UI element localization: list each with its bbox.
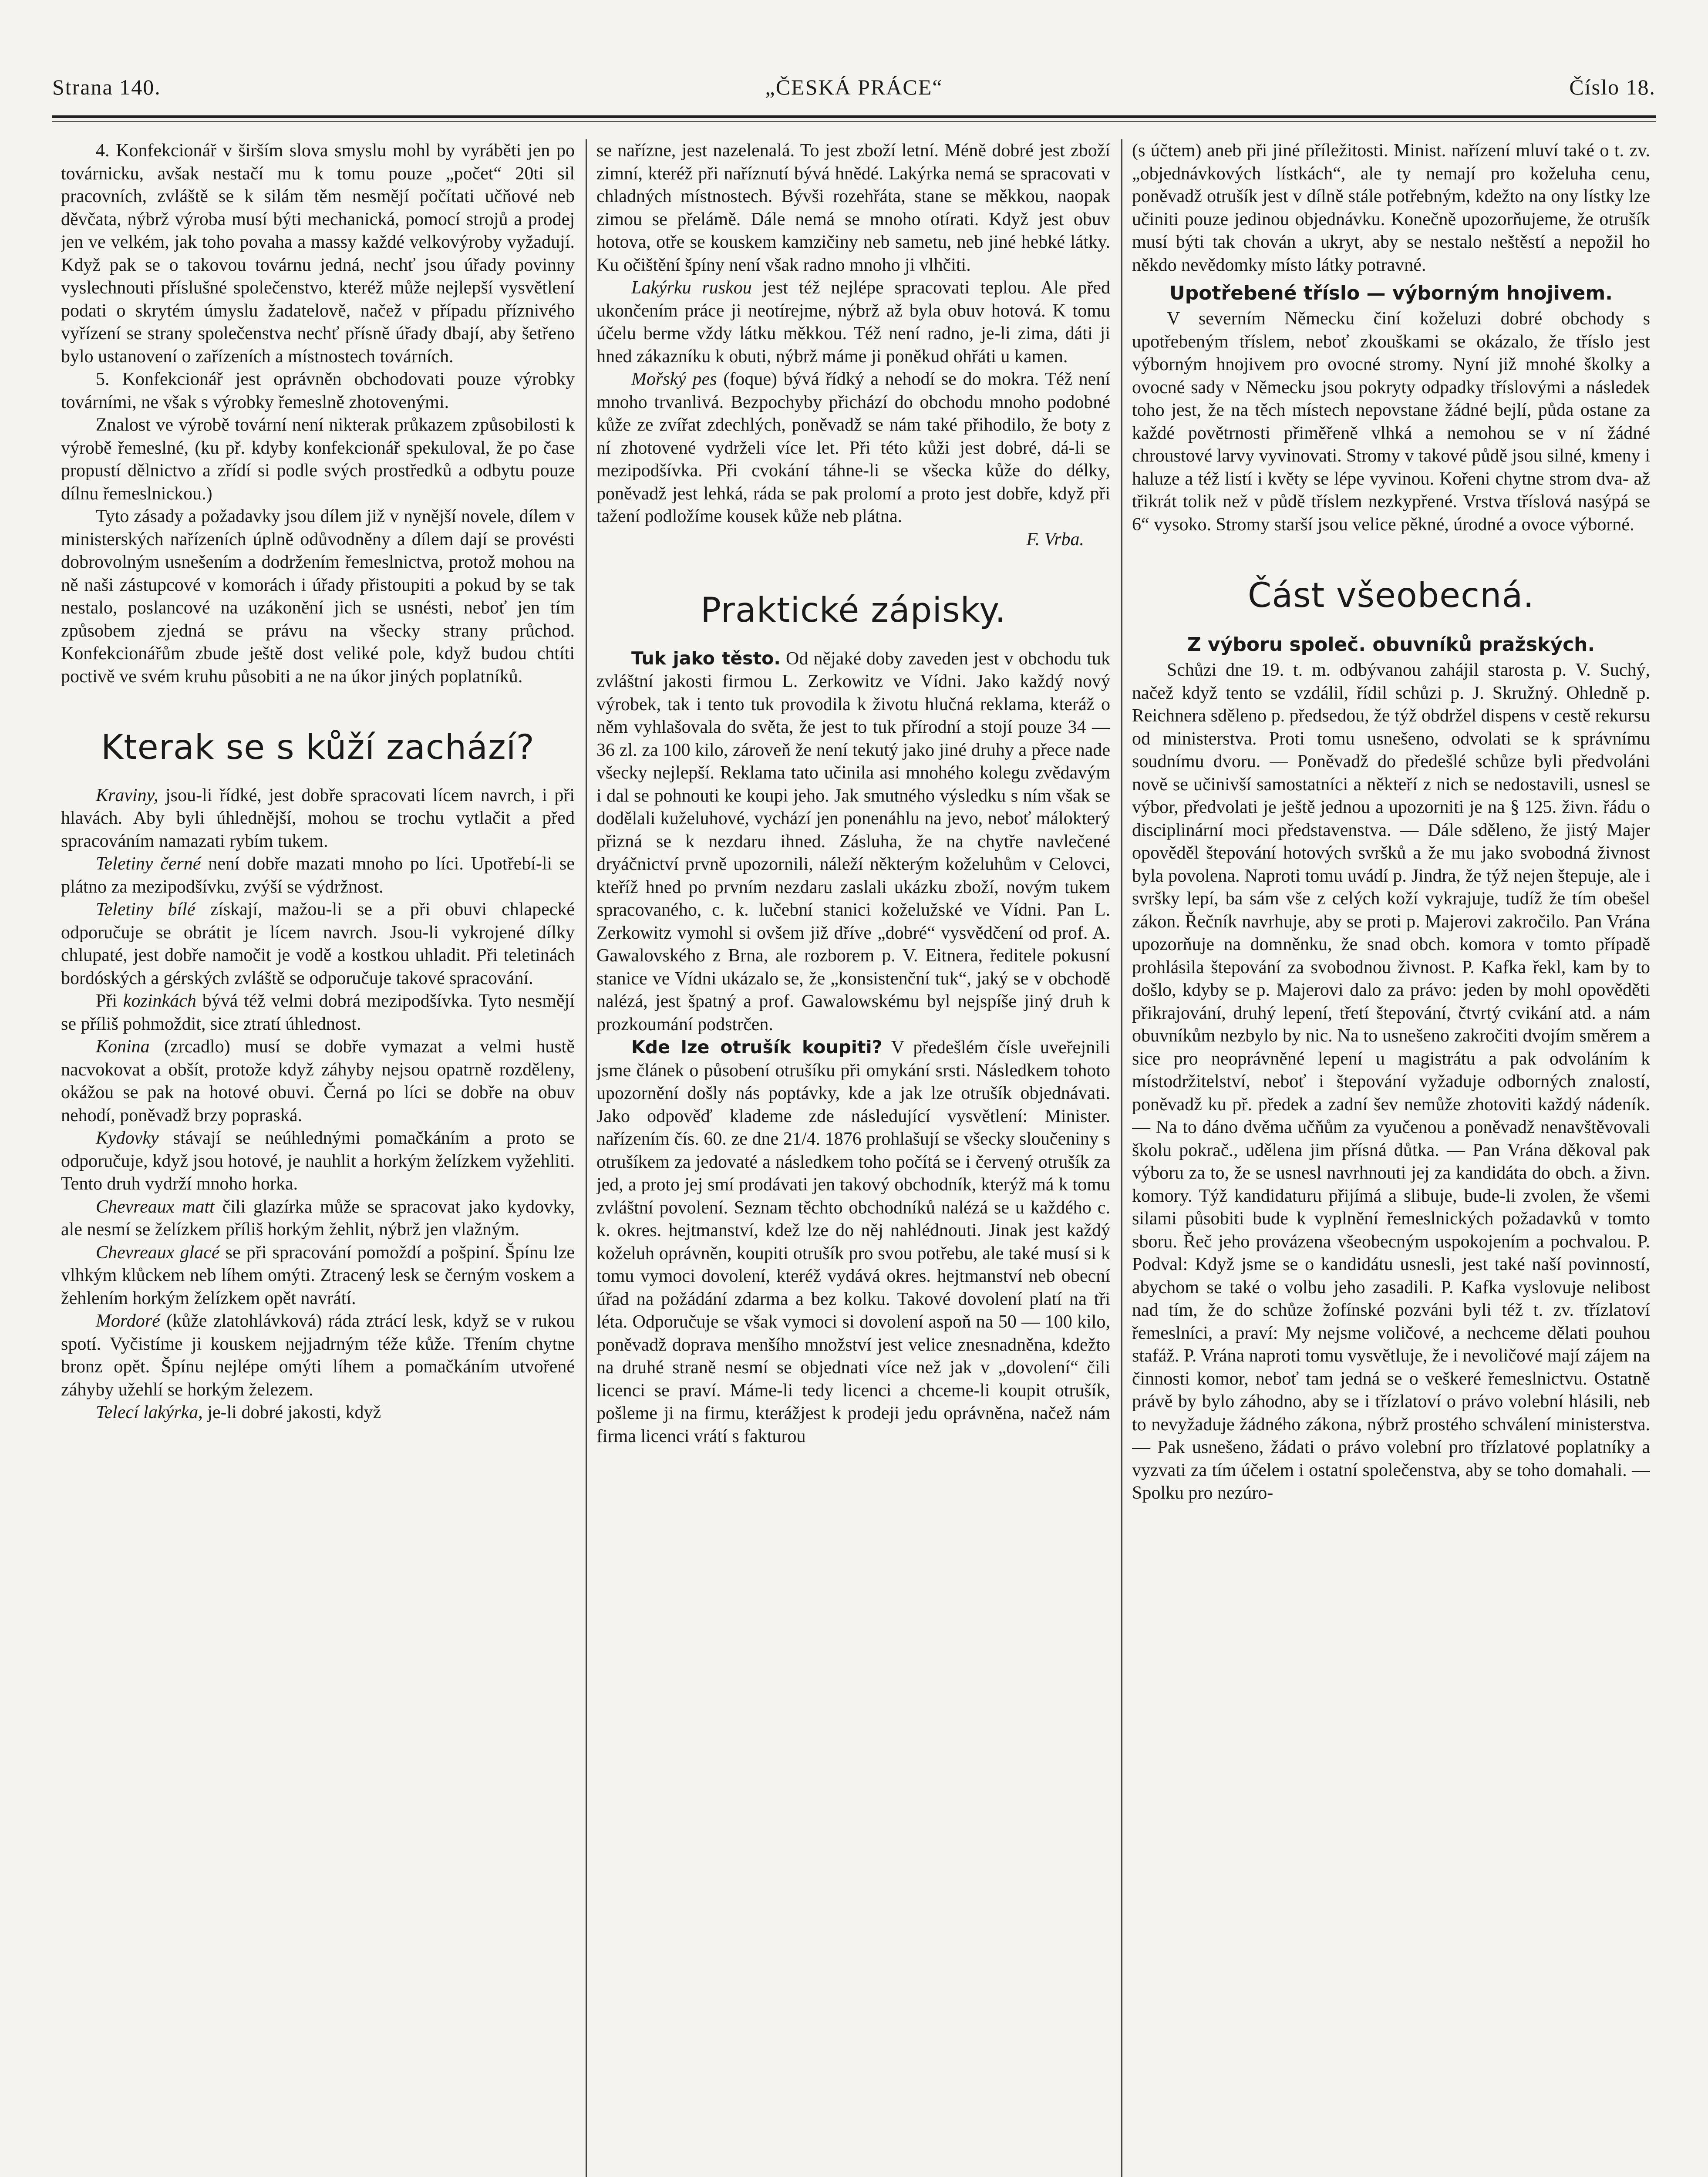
column-divider (586, 139, 587, 2177)
paragraph: Tuk jako těsto. Od nějaké doby zaveden jest v obchodu tuk zvláštní jakosti firmou L. Zerkowitz ve Vídni. Jako každý nový výrobek, tak i tento tuk provodila k životu hlučná reklama, kteráž o něm vyhlašovala do světa, že jest to tuk přírodní a stojí pouze 34 — 36 zl. za 100 kilo, zároveň že není tekutý jako jiné druhy a přece nade všecky nejlepší. Reklama tato učinila asi mnohého kolegu zvědavým i dal se pohnouti ke koupi jeho. Jak smutného výsledku s ním však se dodělali kuželuhové, vychází jen ponenáhlu na jevo, neboť málokterý přizná se k nezdaru ihned. Zásluha, že na chytře navlečené dryáčnictví prvně upozornili, náleží některým koželuhům v Celovci, kteříž hned po prvním nezdaru zaslali ukázku zboží, novým tukem spracovaného, c. k. lučební stanici koželužské ve Vídni. Pan L. Zerkowitz vymohl si ovšem již dříve „dobré“ vysvědčení od prof. A. Gawalovského z Brna, ale rozborem p. V. Eitnera, ředitele pokusní stanice ve Vídni ukázalo se, že „konsistenční tuk“, jaký se v obchodě nalézá, jest špatný a prof. Gawalowskému byl nejspíše jiný druh k prozkoumání podstrčen. (596, 647, 1110, 1035)
paragraph: V severním Německu činí koželuzi dobré obchody s upotřebeným tříslem, neboť zkouškami se okázalo, že tříslo jest výborným hnojivem pro ovocné stromy. Nyní již mnohé školky a ovocné sady v Německu jsou pokryty odpadky tříslovými a následek toho jest, že na těch místech nepovstane žádné bejlí, půda ostane za každé povětrnosti přiměřeně vlhká a nemohou se v ní žádné chroustové larvy vyvinovati. Stromy v takové půdě jsou silné, kmeny i haluze a též listí i květy se lépe vyvinou. Kořeni chytne strom dva- až třikrát tolik než v půdě tříslem nezkypřené. Vrstva tříslová nasýpá se 6“ vysoko. Stromy starší jsou velice pěkné, úrodné a ovoce výborné. (1132, 309, 1650, 535)
item-heading: Kde lze otrušík koupiti? (631, 1037, 883, 1058)
paragraph: Kde lze otrušík koupiti? V předešlém čísle uveřejnili jsme článek o působení otrušíku při omykání srsti. Následkem tohoto upozornění došly nás poptávky, kde a jak lze otrušík objednávati. Jako odpověď klademe zde následující vysvětlení: Minister. nařízením čís. 60. ze dne 21/4. 1876 prohlašují se všecky sloučeniny s otrušíkem za jedovaté a následkem toho počítá se i červený otrušík za jed, a proto jej smí prodávati jen takový obchodník, kterýž má k tomu zvláštní povolení. Seznam těchto obchodníků nalézá se u každého c. k. okres. hejtmanství, kdež lze do něj nahlédnouti. Jinak jest každý koželuh oprávněn, koupiti otrušík pro svou potřebu, ale také musí si k tomu vymoci dovolení, kteréž vydává okres. hejtmanství neb obecní úřad na požádání zdarma a bez kolku. Takové dovolení platí na tři léta. Odporučuje se však vymoci si dovolení aspoň na 50 — 100 kilo, poněvadž doprava menšího množství jest velice znesnadněna, kdežto na druhé straně nesmí se objednati více než jak v „dovolení“ čili licenci se praví. Máme-li tedy licenci a chceme-li koupit otrušík, pošleme ji na firmu, kterážjest k prodeji jedu oprávněna, načež nám firma licenci vrátí s fakturou (596, 1037, 1110, 1446)
term: Konina (96, 1037, 150, 1057)
paragraph: Telecí lakýrka, je-li dobré jakosti, když (96, 1402, 381, 1423)
section-title: Praktické zápisky. (701, 591, 1006, 630)
paragraph: Konina (zrcadlo) musí se dobře vymazat a velmi hustě nacvokovat a obšít, protože když záhyby nejsou opatrně rozděleny, okážou se pak na hotové obuvi. Černá po líci se dobře na obuv nehodí, poněvadž brzy popraská. (61, 1037, 575, 1126)
subsection-title: Z výboru společ. obuvníků pražských. (1187, 633, 1595, 656)
term: Kydovky (96, 1128, 159, 1149)
item-heading: Tuk jako těsto. (631, 647, 781, 669)
page-number: Strana 140. (52, 75, 161, 99)
term: Chevreaux glacé (96, 1242, 220, 1263)
header-rule (52, 115, 1656, 118)
paragraph: Chevreaux matt čili glazírka může se spracovat jako kydovky, ale nesmí se želízkem příliš horkým žehlit, nýbrž jen vlažným. (61, 1196, 575, 1240)
author-signature: F. Vrba. (1026, 529, 1084, 549)
paragraph: Mořský pes (foque) bývá řídký a nehodí se do mokra. Též není mnoho trvanlivá. Bezpochyby přichází do obchodu mnoho podobné kůže ze zvířat zdechlých, poněvadž se nám také přihodilo, že boty z ní zhotovené vydrželi více let. Při této kůži jest dobré, dá-li se mezipodšívka. Při cvokání táhne-li se všecka kůže do délky, poněvadž jest lehká, ráda se pak prolomí a proto jest dobře, když při tažení podložíme kousek kůže neb plátna. (596, 369, 1110, 526)
paragraph: Kydovky stávají se neúhlednými pomačkáním a proto se odporučuje, když jsou hotové, je nauhlit a horkým želízkem vyžehliti. Tento druh vydrží mnoho horka. (61, 1128, 575, 1194)
paragraph: 5. Konfekcionář jest oprávněn obchodovati pouze výrobky továrními, ne však s výrobky řemeslně zhotovenými. (61, 369, 575, 412)
paragraph: Schůzi dne 19. t. m. odbývanou zahájil starosta p. V. Suchý, načež když tento se vzdálil, řídil schůzi p. J. Skružný. Ohledně p. Reichnera sděleno p. předsedou, že týž obdržel dispens v cestě rekursu od ministerstva. Proti tomu usnešeno, odvolati se k správnímu soudnímu dvoru. — Poněvadž do předešlé schůze byli předvoláni nově se učinivší samostatníci a někteří z nich se nedostavili, usnesl se výbor, předvolati je ještě jednou a upozorniti je na § 125. živn. řádu o disciplinární moci představenstva. — Dále sděleno, že jistý Majer opověděl štepování hotových svršků a že mu jako svobodná živnost byla povolena. Naproti tomu uvádí p. Jindra, že týž nejen štepuje, ale i svršky lepí, ba sám vše z celých koží vykrajuje, tudíž že tím obešel zákon. Řečník navrhuje, aby se proti p. Majerovi zakročilo. Pan Vrána upozorňuje na domněnku, že snad obch. komora v tomto případě prohlásila štepování za svobodnou živnost. P. Kafka řekl, kam by to došlo, kdyby se p. Majerovi dalo za právo: jeden by mohl opověděti přikrajování, druhý lepení, třetí štepování, čtvrtý cvikání atd. a nám obuvníkům nezbylo by nic. Na to usnešeno zakročiti dvojím směrem a sice pro neoprávněné lepení u magistrátu a pak odvoláním k místodržitelství, neboť i štepování vyžaduje odborných znalostí, poněvadž ku př. předek a zadní šev nemůže zhotoviti každý nádeník. — Na to dáno dvěma učňům za vyučenou a poněvadž nenavštěvovali školu pokrač., udělena jim přísná důtka. — Pan Vrána děkoval pak výboru za to, že se usnesl navrhnouti jej za kandidáta do obch. a živn. komory. Týž kandidaturu přijímá a slibuje, bude-li zvolen, že všemi silami působiti bude k vyplnění řemeslnických požadavků v tomto sboru. Řeč jeho provázena všeobecným uspokojením a pochvalou. P. Podval: Když jsme se o kandidátu usnesli, jest také naší povinností, abychom se také o volbu jeho zasadili. P. Kafka vyslovuje nelibost nad tím, že do schůze žofínské pozváni byli též t. zv. třízlatoví řemeslníci, a praví: My nejsme voličové, a nechceme dělati pouhou stafáž. P. Vrána naproti tomu vysvětluje, že i nevoličové mají zájem na činnosti komor, neboť tam jedná se o veškeré řemeslnictvu. Ostatně právě by bylo záhodno, aby se i třízlatoví o právo volební hlásili, neb to nevyžaduje žádného zákona, nýbrž prostého schválení ministerstva. — Pak usnešeno, žádati o právo volební pro třízlatové poplatníky a vyzvati za tím účelem i ostatní společenstva, aby se toho domahali. — Spolku pro nezúro- (1132, 660, 1650, 1503)
subsection-title: Upotřebené tříslo — výborným hnojivem. (1169, 282, 1613, 304)
term: Chevreaux matt (96, 1196, 215, 1217)
term: Mordoré (96, 1311, 160, 1331)
term: Mořský pes (631, 369, 717, 389)
paragraph: Tyto zásady a požadavky jsou dílem již v nynější novele, dílem v ministerských nařízeních úplně odůvodněny a dílem dají se provésti dobrovolným usnešením a dodržením řemeslnictva, protož mohou na ně naši zástupcové v komorách i úřady přistoupiti a pokud by se tak nestalo, poslancové na uzákonění jich se usnésti, neboť jen tím způsobem zjedná se právu na všecky strany průchod. Konfekcionářům zbude ještě dost veliké pole, když budou chtíti poctivě ve svém kruhu působiti a ne na úkor jiných poplatníků. (61, 506, 575, 687)
paragraph: (s účtem) aneb při jiné příležitosti. Minist. nařízení mluví také o t. zv. „objednávkových lístkách“, ale ty nemají pro koželuha cenu, poněvadž otrušík jest v dílně stále potřebným, kdežto na ony lístky lze učiniti pouze jedinou objednávku. Konečně upozorňujeme, že otrušík musí býti tak chován a ukryt, aby se nestalo neštěstí a nepožil ho někdo nevědomky místo látky potravné. (1132, 141, 1650, 275)
column-2 (596, 139, 1110, 2177)
paragraph: Chevreaux glacé se při spracování pomoždí a pošpiní. Špínu lze vlhkým klůckem neb líhem omýti. Ztracený lesk se černým voskem a žehlením horkým želízkem opět navrátí. (61, 1242, 575, 1308)
column-3 (1132, 139, 1650, 2177)
paragraph: Teletiny bílé získají, mažou-li se a při obuvi chlapecké odporučuje se obrátit je lícem navrch. Jsou-li vykrojené dílky chlupaté, jest dobře namočit je vodě a kostkou uhladit. Při teletinách bordóských a gérských zvláště se odporučuje takové spracování. (61, 900, 575, 988)
paragraph: Kraviny, jsou-li řídké, jest dobře spracovati lícem navrch, i při hlavách. Aby byli úhlednější, mohou se trochu vytlačit a před spracováním namazati rybím tukem. (61, 785, 575, 851)
term: Lakýrku ruskou (631, 278, 752, 298)
term: Teletiny černé (96, 854, 201, 874)
newspaper-title: „ČESKÁ PRÁCE“ (765, 75, 943, 99)
section-title: Kterak se s kůží zachází? (101, 728, 535, 767)
paragraph: 4. Konfekcionář v širším slova smyslu mohl by vyráběti jen po továrnicku, avšak nestačí mu k tomu pouze „počet“ 20ti sil pracovních, zvláště se k silám těm nesmějí počítati učňové neb děvčata, nýbrž výroba musí býti mechanická, pomocí strojů a prodej jen ve velkém, jak toho povaha a massy každé velkovýroby vyžadují. Když pak se o takovou továrnu jedná, nechť jsou úřady povinny vyslechnouti příslušné společenstvo, kteréž může nejlepší vysvětlení podati o skrytém úmyslu žadatelově, načež v případu příznivého vyřízení se strany společenstva nechť přísně úřady dbají, aby šetřeno bylo ustanovení o zařízeních a místnostech továrních. (61, 141, 575, 367)
issue-number: Číslo 18. (1569, 75, 1656, 99)
paragraph: Teletiny černé není dobře mazati mnoho po líci. Upotřebí-li se plátno za mezipodšívku, zvýší se výdržnost. (61, 854, 575, 897)
paragraph: Mordoré (kůže zlatohlávková) ráda ztrácí lesk, když se v rukou spotí. Vyčistíme ji kouskem nejjadrným téže kůže. Třením chytne bronz opět. Špínu nejlépe omýti líhem a pomačkáním utvořené záhyby užehlí se horkým železem. (61, 1311, 575, 1400)
term: Kraviny, (96, 785, 158, 805)
term: Teletiny bílé (96, 900, 195, 920)
paragraph: Znalost ve výrobě tovární není nikterak průkazem způsobilosti k výrobě řemeslné, (ku př. kdyby konfekcionář spekuloval, že po čase propustí dělnictvo a zřídí si podle svých prostředků a odbytu pouze dílnu řemeslnickou.) (61, 415, 575, 504)
paragraph: Lakýrku ruskou jest též nejlépe spracovati teplou. Ale před ukončením práce ji neotírejme, nýbrž až byla obuv hotová. K tomu účelu berme vždy látku měkkou. Též není radno, je-li zima, dáti ji hned zákazníku k obuti, nýbrž máme ji poněkud ohřáti u kamen. (596, 278, 1110, 367)
paragraph: Při kozinkách bývá též velmi dobrá mezipodšívka. Tyto nesmějí se příliš pohmoždit, sice ztratí úhlednost. (61, 991, 575, 1034)
header-rule-thin (52, 121, 1656, 122)
column-1 (61, 139, 575, 2177)
page-header (52, 65, 1656, 109)
column-divider (1121, 139, 1122, 2177)
term: Telecí lakýrka, (96, 1402, 203, 1423)
section-title: Část všeobecná. (1247, 576, 1535, 616)
paragraph: se nařízne, jest nazelenalá. To jest zboží letní. Méně dobré jest zboží zimní, kteréž při naříznutí bývá hnědé. Lakýrka nemá se spracovati v chladných místnostech. Bývši rozehřáta, stane se měkkou, naopak zimou se přelámě. Dále nemá se mnoho otírati. Když jest obuv hotova, otře se kouskem kamzičiny neb sametu, neb jiné hebké látky. Ku očištění špíny není však radno mnoho ji vlhčiti. (596, 141, 1110, 275)
term: kozinkách (123, 991, 196, 1011)
